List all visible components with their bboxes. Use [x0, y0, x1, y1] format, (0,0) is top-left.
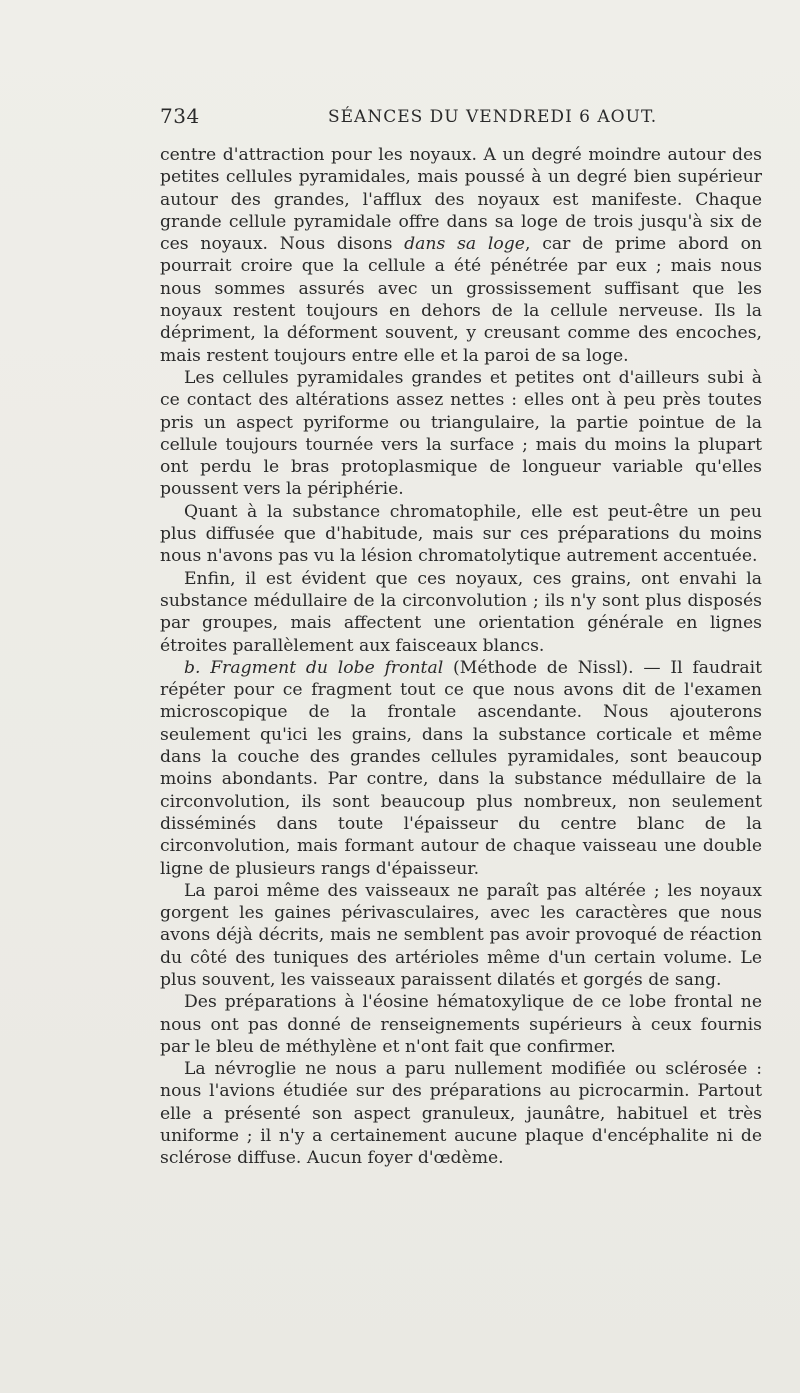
- page-header: [160, 104, 760, 134]
- paragraph-1-text-b: , car de prime abord on pourrait croire que la cellule a été pénétrée par eux ; mais nous nous sommes assurés avec un grossissement suffisant que les noyaux restent toujours en dehors de la cellule nerveuse. Ils la dépriment, la déforment souvent, y creusant comme des encoches, mais restent toujours entre elle et la paroi de sa loge.: [160, 234, 763, 366]
- paragraph-8: La névroglie ne nous a paru nullement modifiée ou sclérosée : nous l'avions étudiée sur des préparations au picrocarmin. Partout elle a présenté son aspect granuleux, jaunâtre, habituel et très uniforme ; il n'y a certainement aucune plaque d'encéphalite ni de sclérose diffuse. Aucun foyer d'œdème.: [160, 1059, 762, 1169]
- paragraph-5: [160, 657, 762, 880]
- paragraph-1: [160, 144, 762, 367]
- paragraph-5-text: (Méthode de Nissl). — Il faudrait répéter pour ce fragment tout ce que nous avons dit de l'examen microscopique de la frontale ascendante. Nous ajouterons seulement qu'ici les grains, dans la substance corticale et même dans la couche des grandes cellules pyramidales, sont beaucoup moins abondants. Par contre, dans la substance médullaire de la circonvolution, ils sont beaucoup plus nombreux, non seulement disséminés dans toute l'épaisseur du centre blanc de la circonvolution, mais formant autour de chaque vaisseau une double ligne de plusieurs rangs d'épaisseur.: [160, 657, 762, 879]
- page-number: 734: [160, 104, 200, 128]
- paragraph-3: Quant à la substance chromatophile, elle est peut-être un peu plus diffusée que d'habitude, mais sur ces préparations du moins nous n'avons pas vu la lésion chromatolytique autrement accentuée.: [160, 501, 762, 567]
- body-text: [160, 144, 762, 1170]
- paragraph-6: La paroi même des vaisseaux ne paraît pas altérée ; les noyaux gorgent les gaines périvasculaires, avec les caractères que nous avons déjà décrits, mais ne semblent pas avoir provoqué de réaction du côté des tuniques des artérioles même d'un certain volume. Le plus souvent, les vaisseaux paraissent dilatés et gorgés de sang.: [160, 880, 762, 990]
- paragraph-4: Enfin, il est évident que ces noyaux, ces grains, ont envahi la substance médullaire de la circonvolution ; ils n'y sont plus disposés par groupes, mais affectent une orientation générale en lignes étroites parallèlement aux faisceaux blancs.: [160, 568, 762, 656]
- paragraph-1-text-a: centre d'attraction pour les noyaux. A un degré moindre autour des petites cellules pyramidales, mais poussé à un degré bien supérieur autour des grandes, l'afflux des noyaux est manifeste. Chaque grande cellule pyramidale offre dans sa loge de trois jusqu'à six de ces noyaux. Nous disons: [160, 145, 762, 255]
- paragraph-5-heading: b. Fragment du lobe frontal: [184, 657, 444, 678]
- running-title: SÉANCES DU VENDREDI 6 AOUT.: [328, 107, 658, 127]
- paragraph-2: Les cellules pyramidales grandes et petites ont d'ailleurs subi à ce contact des altérations assez nettes : elles ont à peu près toutes pris un aspect pyriforme ou triangulaire, la partie pointue de la cellule toujours tournée vers la surface ; mais du moins la plupart ont perdu le bras protoplasmique de longueur variable qu'elles poussent vers la périphérie.: [160, 367, 762, 500]
- paragraph-7: Des préparations à l'éosine hématoxylique de ce lobe frontal ne nous ont pas donné de renseignements supérieurs à ceux fournis par le bleu de méthylène et n'ont fait que confirmer.: [160, 992, 762, 1057]
- paragraph-1-italic: dans sa loge: [404, 234, 525, 255]
